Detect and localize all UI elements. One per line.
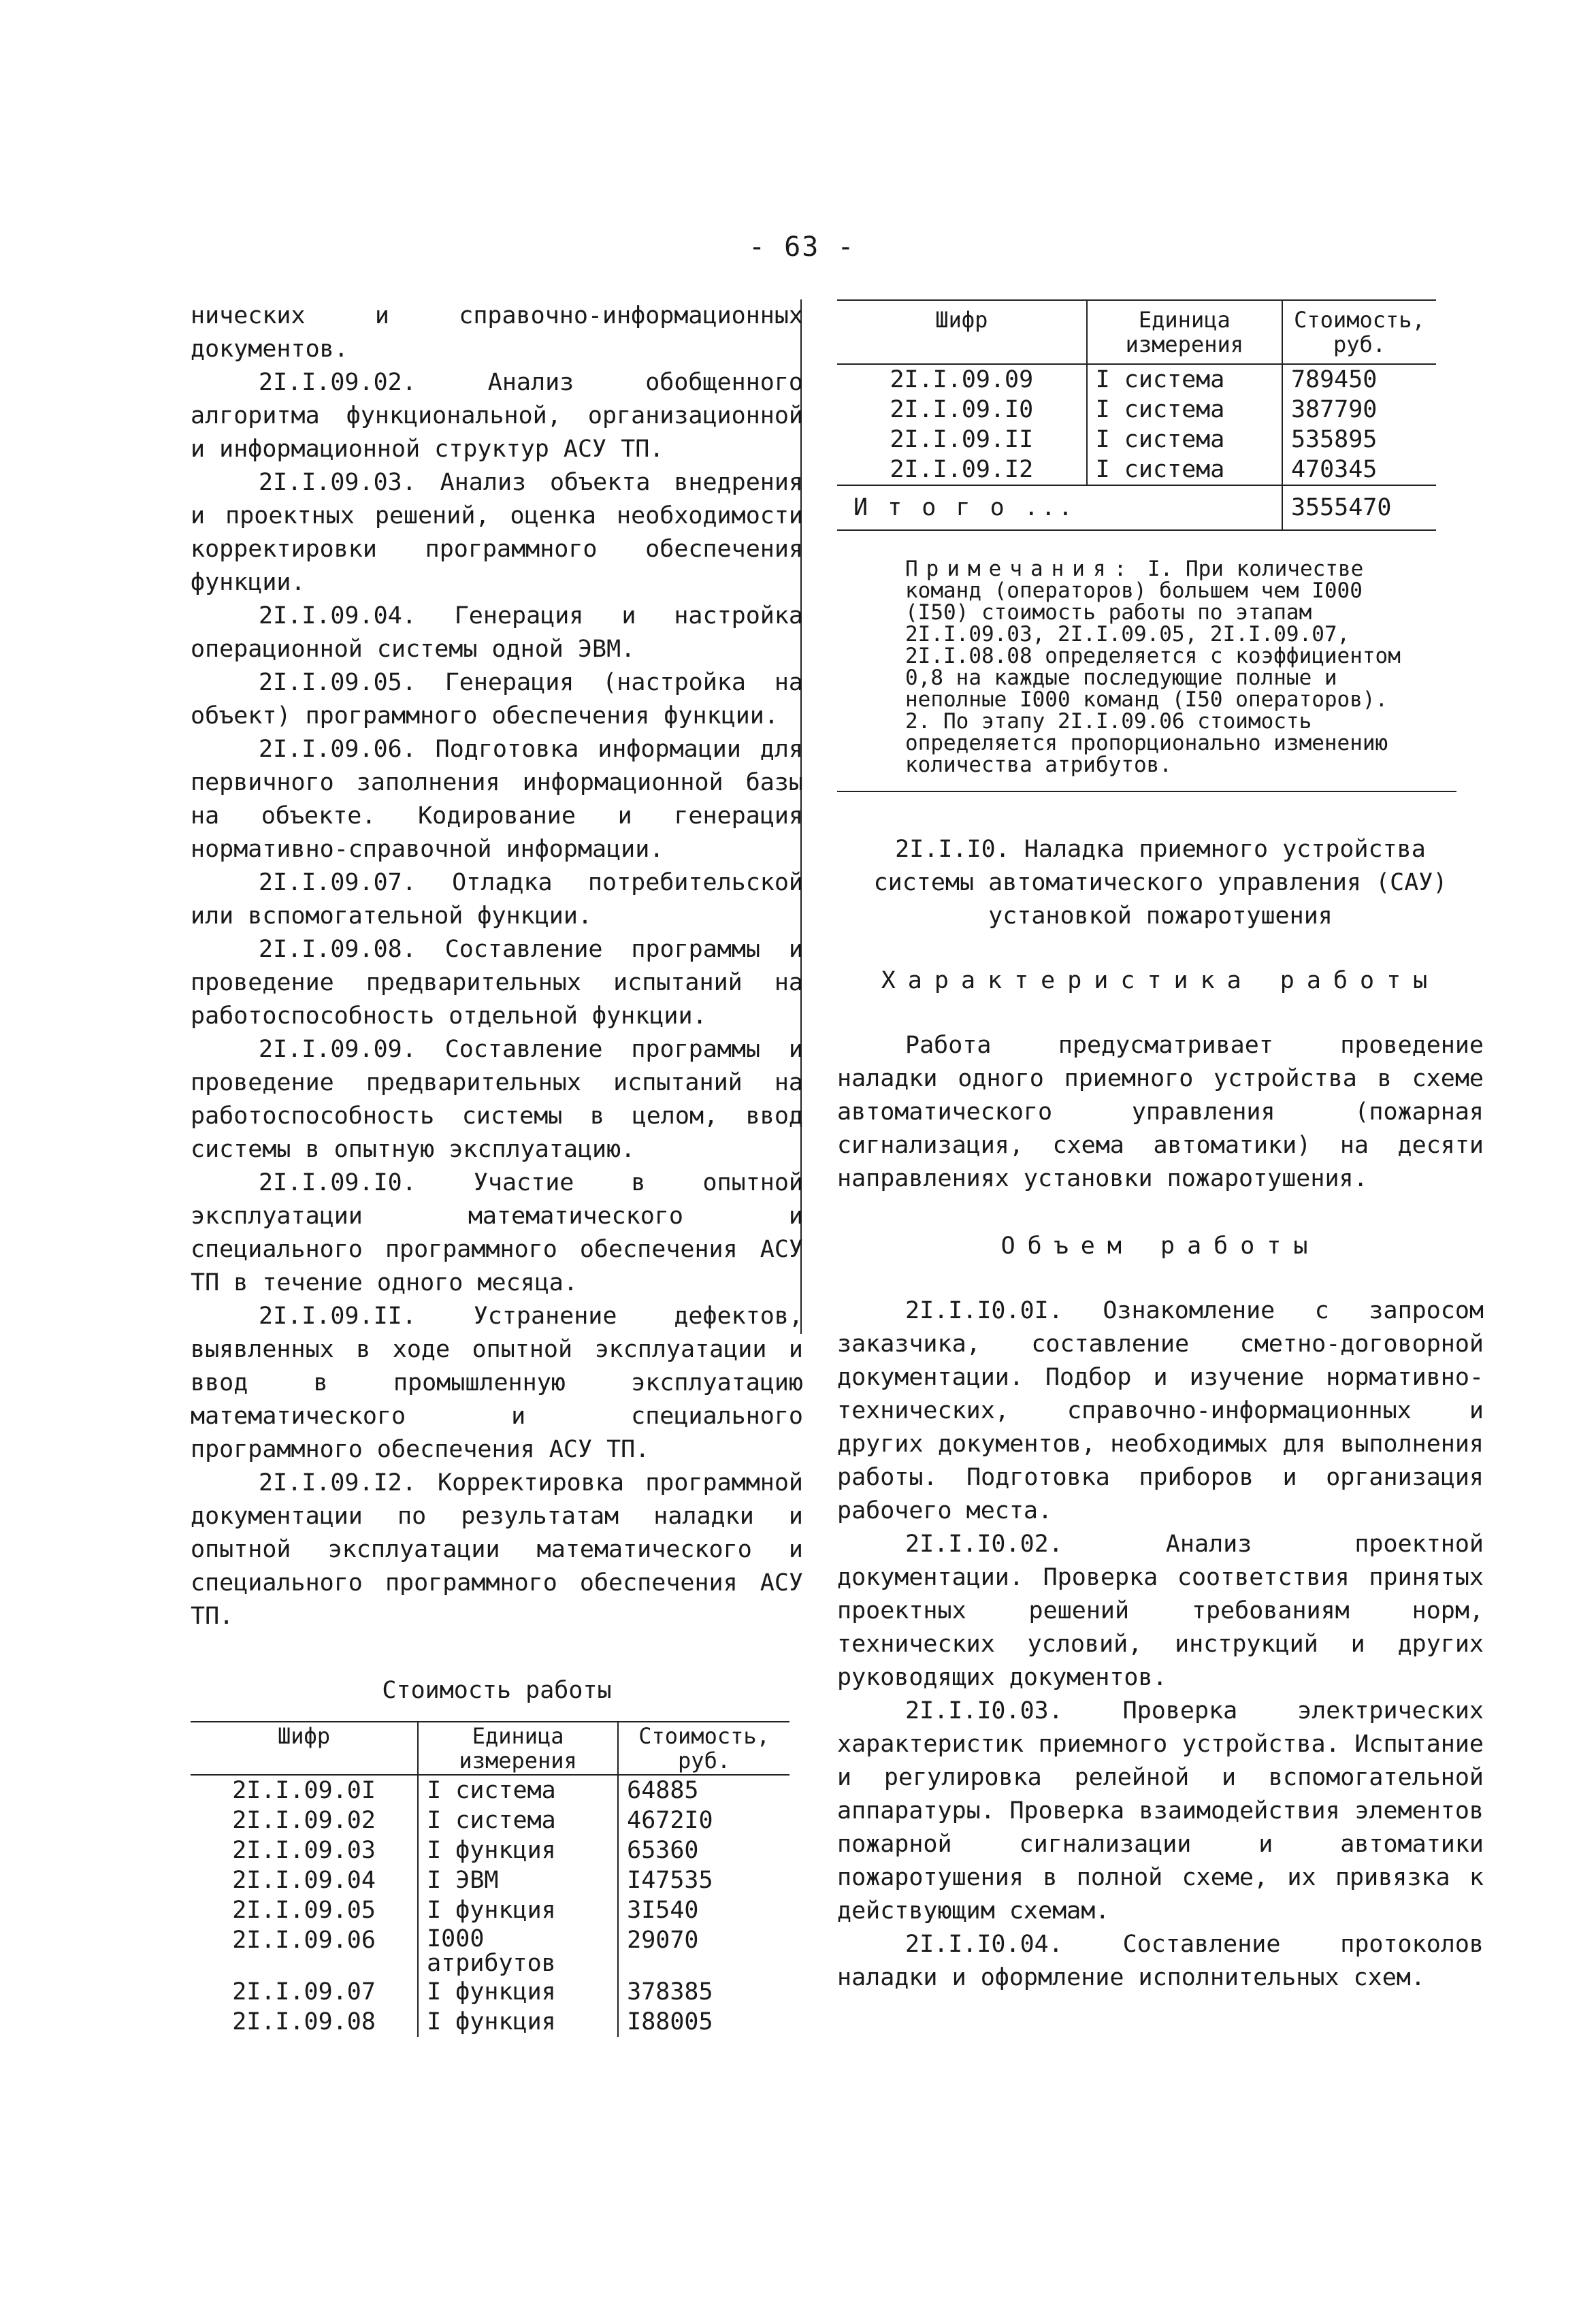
header-code: Шифр xyxy=(935,307,988,333)
notes-heading: Примечания: xyxy=(905,557,1135,581)
table-row xyxy=(191,1775,789,1805)
right-column xyxy=(837,299,1484,1995)
section-title-line: 2I.I.I0. Наладка приемного устройства xyxy=(895,836,1426,863)
paragraph: 2I.I.09.08. Составление программы и проведение предварительных испытаний на работоспособность отдельной функции. xyxy=(191,936,803,1030)
total-value: 3555470 xyxy=(1282,485,1436,530)
row-code: 2I.I.09.06 xyxy=(232,1927,376,1954)
row-code: 2I.I.09.03 xyxy=(232,1837,376,1864)
row-code: 2I.I.09.02 xyxy=(232,1807,376,1834)
row-code: 2I.I.09.II xyxy=(890,426,1034,453)
row-cost: 3I540 xyxy=(618,1895,789,1925)
row-cost: 470345 xyxy=(1282,455,1436,485)
row-cost: 378385 xyxy=(618,1977,789,2007)
table-row xyxy=(191,1865,789,1895)
row-unit: I система xyxy=(1087,364,1282,395)
row-code: 2I.I.09.I2 xyxy=(890,456,1034,483)
paragraph: 2I.I.09.II. Устранение дефектов, выявленных в ходе опытной эксплуатации и ввод в промышленную эксплуатацию математического и специального программного обеспечения АСУ ТП. xyxy=(191,1303,803,1463)
note-2: 2. По этапу 2I.I.09.06 стоимость определяется пропорционально изменению количества атрибутов. xyxy=(905,709,1388,777)
row-code: 2I.I.09.09 xyxy=(890,366,1034,393)
row-cost: I88005 xyxy=(618,2007,789,2037)
table-title: Стоимость работы xyxy=(382,1677,612,1704)
table-row xyxy=(837,395,1436,425)
table-row xyxy=(191,1925,789,1977)
paragraph: 2I.I.09.06. Подготовка информации для первичного заполнения информационной базы на объекте. Кодирование и генерация нормативно-справочной информации. xyxy=(191,736,803,863)
row-cost: 64885 xyxy=(618,1775,789,1805)
characteristic-heading: Характеристика работы xyxy=(881,967,1440,994)
table-row xyxy=(837,364,1436,395)
row-code: 2I.I.09.I0 xyxy=(890,396,1034,423)
notes-paragraph xyxy=(905,558,1436,710)
row-code: 2I.I.09.04 xyxy=(232,1867,376,1894)
cost-table-right xyxy=(837,299,1436,531)
row-code: 2I.I.09.05 xyxy=(232,1897,376,1924)
page-number: - 63 - xyxy=(749,231,856,263)
paragraph: 2I.I.09.05. Генерация (настройка на объект) программного обеспечения функции. xyxy=(191,669,803,730)
paragraph: 2I.I.09.09. Составление программы и проведение предварительных испытаний на работоспособность системы в целом, ввод системы в опытную эксплуатацию. xyxy=(191,1036,803,1163)
paragraph: 2I.I.09.04. Генерация и настройка операционной системы одной ЭВМ. xyxy=(191,602,803,663)
notes xyxy=(837,558,1436,776)
row-unit: I функция xyxy=(418,1835,618,1865)
table-row xyxy=(191,1977,789,2007)
table-row xyxy=(837,425,1436,455)
paragraph: 2I.I.09.I0. Участие в опытной эксплуатации математического и специального программного обеспечения АСУ ТП в течение одного месяца. xyxy=(191,1169,803,1296)
total-label: И т о г о ... xyxy=(853,494,1075,521)
paragraph: 2I.I.I0.03. Проверка электрических характеристик приемного устройства. Испытание и регулировка релейной и вспомогательной аппаратуры. Проверка взаимодействия элементов пожарной сигнализации и автоматики пожаротушения в полной схеме, их привязка к действующим схемам. xyxy=(837,1697,1484,1925)
row-cost: 65360 xyxy=(618,1835,789,1865)
table-row xyxy=(191,1895,789,1925)
row-unit: I система xyxy=(1087,455,1282,485)
row-unit: I система xyxy=(418,1775,618,1805)
row-cost: 789450 xyxy=(1282,364,1436,395)
row-unit: I функция xyxy=(418,1977,618,2007)
row-code: 2I.I.09.08 xyxy=(232,2008,376,2035)
row-unit: I система xyxy=(1087,395,1282,425)
header-code: Шифр xyxy=(278,1723,331,1749)
paragraph: 2I.I.09.I2. Корректировка программной документации по результатам наладки и опытной эксплуатации математического и специального программного обеспечения АСУ ТП. xyxy=(191,1469,803,1630)
paragraph: 2I.I.I0.04. Составление протоколов наладки и оформление исполнительных схем. xyxy=(837,1931,1484,1991)
section-title-line: системы автоматического управления (САУ) xyxy=(873,869,1448,896)
row-unit: I ЭВМ xyxy=(418,1865,618,1895)
paragraph: 2I.I.09.03. Анализ объекта внедрения и проектных решений, оценка необходимости корректировки программного обеспечения функции. xyxy=(191,469,803,596)
row-cost: 387790 xyxy=(1282,395,1436,425)
total-row xyxy=(837,485,1436,530)
characteristic-text: Работа предусматривает проведение наладки одного приемного устройства в схеме автоматического управления (пожарная сигнализация, схема автоматики) на десяти направлениях установки пожаротушения. xyxy=(837,1032,1484,1192)
table-row xyxy=(191,1805,789,1835)
note-1: I. При количестве команд (операторов) большем чем I000 (I50) стоимость работы по этапам 2I.I.09.03, 2I.I.09.05, 2I.I.09.07, 2I.I.08.08 определяется с коэффициентом 0,8 на каждые последующие полные и неполные I000 команд (I50 операторов). xyxy=(905,557,1401,712)
row-code: 2I.I.09.07 xyxy=(232,1978,376,2006)
row-unit: I функция xyxy=(418,2007,618,2037)
header-unit: Единица измерения xyxy=(418,1722,618,1775)
row-cost: I47535 xyxy=(618,1865,789,1895)
cost-table-left xyxy=(191,1721,789,2037)
paragraph: 2I.I.I0.0I. Ознакомление с запросом заказчика, составление сметно-договорной документации. Подбор и изучение нормативно-технических, справочно-информационных и других документов, необходимых для выполнения работы. Подготовка приборов и организация рабочего места. xyxy=(837,1297,1484,1524)
section-title xyxy=(837,833,1484,933)
paragraph: нических и справочно-информационных документов. xyxy=(191,302,803,363)
row-cost: 4672I0 xyxy=(618,1805,789,1835)
row-unit: I система xyxy=(418,1805,618,1835)
section-title-line: установкой пожаротушения xyxy=(988,902,1333,930)
header-cost: Стоимость, руб. xyxy=(618,1722,789,1775)
row-code: 2I.I.09.0I xyxy=(232,1777,376,1804)
left-column xyxy=(191,299,803,2037)
row-unit: I система xyxy=(1087,425,1282,455)
row-unit: I функция xyxy=(418,1895,618,1925)
header-cost: Стоимость, руб. xyxy=(1282,300,1436,364)
table-row xyxy=(191,1835,789,1865)
table-row xyxy=(191,2007,789,2037)
notes-rule xyxy=(837,791,1456,792)
row-cost: 29070 xyxy=(618,1925,789,1977)
volume-heading: Объем работы xyxy=(1000,1232,1320,1260)
header-unit: Единица измерения xyxy=(1087,300,1282,364)
row-cost: 535895 xyxy=(1282,425,1436,455)
paragraph: 2I.I.09.02. Анализ обобщенного алгоритма функциональной, организационной и информационной структур АСУ ТП. xyxy=(191,369,803,463)
table-row xyxy=(837,455,1436,485)
row-unit: I000 атрибутов xyxy=(418,1925,618,1977)
paragraph: 2I.I.09.07. Отладка потребительской или вспомогательной функции. xyxy=(191,869,803,930)
paragraph: 2I.I.I0.02. Анализ проектной документации. Проверка соответствия принятых проектных решений требованиям норм, технических условий, инструкций и других руководящих документов. xyxy=(837,1531,1484,1691)
